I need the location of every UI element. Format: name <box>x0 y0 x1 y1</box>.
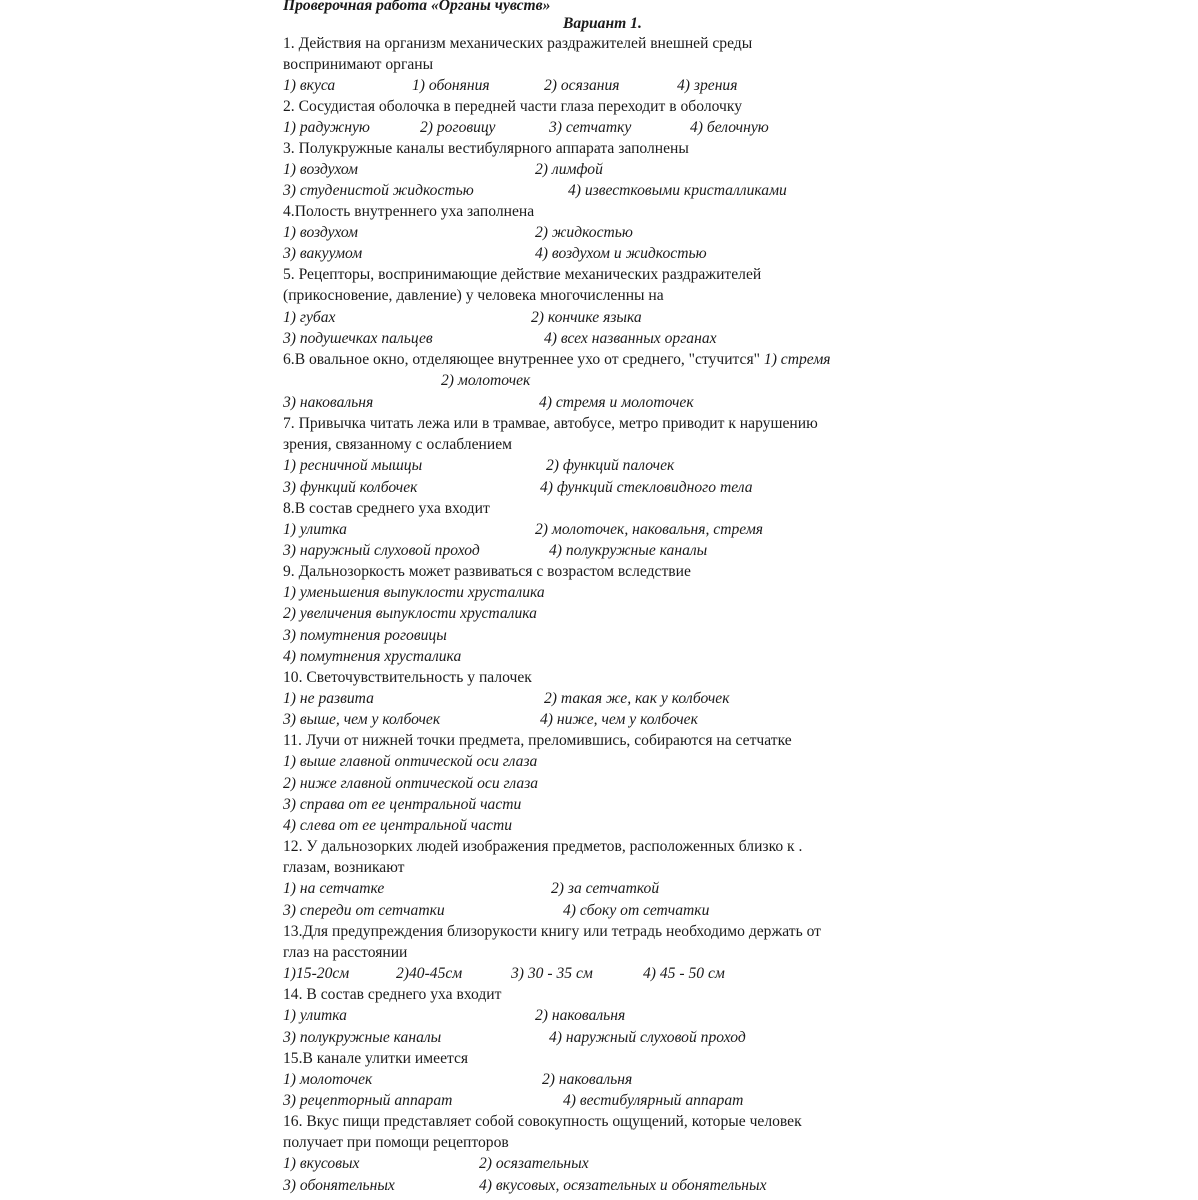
question-14-line-1: 14. В состав среднего уха входит <box>283 986 502 1003</box>
option: 1) воздухом <box>283 224 359 241</box>
question-12-line-2: глазам, возникают <box>283 859 405 876</box>
question-8-line-1: 8.В состав среднего уха входит <box>283 500 490 517</box>
option: 4) ниже, чем у колбочек <box>540 711 698 728</box>
question-9-option-4: 4) помутнения хрусталика <box>283 648 462 665</box>
option: 2) молоточек <box>441 372 531 389</box>
question-11-option-1: 1) выше главной оптической оси глаза <box>283 753 538 770</box>
question-12-line-1: 12. У дальнозорких людей изображения предметов, расположенных близко к . <box>283 838 803 855</box>
option: 3) наковальня <box>283 394 374 411</box>
option: 2) функций палочек <box>546 457 675 474</box>
question-11-option-4: 4) слева от ее центральной части <box>283 817 513 834</box>
question-4-line-1: 4.Полость внутреннего уха заполнена <box>283 203 535 220</box>
option: 2) роговицу <box>420 119 496 136</box>
option: 2)40-45см <box>396 965 463 982</box>
option: 4) 45 - 50 см <box>643 965 725 982</box>
option: 4) вестибулярный аппарат <box>563 1092 744 1109</box>
option: 1) вкусовых <box>283 1155 360 1172</box>
option: 3) рецепторный аппарат <box>283 1092 453 1109</box>
question-5-line-2: (прикосновение, давление) у человека многочисленны на <box>283 287 664 304</box>
question-16-line-2: получает при помощи рецепторов <box>283 1134 509 1151</box>
option: 1) вкуса <box>283 77 336 94</box>
option: 2) наковальня <box>535 1007 626 1024</box>
option: 4) полукружные каналы <box>549 542 708 559</box>
question-9-option-3: 3) помутнения роговицы <box>283 627 447 644</box>
question-6-text: 6.В овальное окно, отделяющее внутреннее ухо от среднего, "стучится" <box>283 351 761 368</box>
option: 4) всех названных органах <box>544 330 717 347</box>
option: 1) губах <box>283 309 336 326</box>
question-15-line-1: 15.В канале улитки имеется <box>283 1050 469 1067</box>
option: 3) вакуумом <box>283 245 363 262</box>
option: 3) сетчатку <box>549 119 632 136</box>
question-11-line-1: 11. Лучи от нижней точки предмета, преломившись, собираются на сетчатке <box>283 732 792 749</box>
question-13-line-1: 13.Для предупреждения близорукости книгу или тетрадь необходимо держать от <box>283 923 821 940</box>
option: 1) стремя <box>763 351 831 368</box>
question-11-option-3: 3) справа от ее центральной части <box>283 796 522 813</box>
option: 2) осязания <box>544 77 620 94</box>
option: 3) 30 - 35 см <box>511 965 593 982</box>
option: 3) полукружные каналы <box>283 1029 442 1046</box>
option: 2) кончике языка <box>531 309 642 326</box>
option: 1) молоточек <box>283 1071 373 1088</box>
option: 3) выше, чем у колбочек <box>283 711 441 728</box>
option: 1) воздухом <box>283 161 359 178</box>
question-9-line-1: 9. Дальнозоркость может развиваться с возрастом вследствие <box>283 563 691 580</box>
question-5-line-1: 5. Рецепторы, воспринимающие действие механических раздражителей <box>283 266 762 283</box>
option: 2) наковальня <box>542 1071 633 1088</box>
option: 3) функций колбочек <box>283 479 418 496</box>
option: 4) белочную <box>690 119 769 136</box>
option: 1) улитка <box>283 1007 347 1024</box>
option: 4) наружный слуховой проход <box>549 1029 746 1046</box>
question-7-line-2: зрения, связанному с ослаблением <box>283 436 512 453</box>
option: 1) радужную <box>283 119 370 136</box>
option: 4) известковыми кристалликами <box>568 182 787 199</box>
option: 4) воздухом и жидкостью <box>535 245 707 262</box>
option: 4) зрения <box>677 77 738 94</box>
option: 2) осязательных <box>479 1155 589 1172</box>
option: 1)15-20см <box>283 965 350 982</box>
option: 4) функций стекловидного тела <box>540 479 753 496</box>
option: 4) сбоку от сетчатки <box>563 902 710 919</box>
option: 1) не развита <box>283 690 374 707</box>
variant-heading: Вариант 1. <box>563 15 642 32</box>
option: 2) такая же, как у колбочек <box>544 690 730 707</box>
question-2-line-1: 2. Сосудистая оболочка в передней части глаза переходит в оболочку <box>283 98 742 115</box>
option: 3) обонятельных <box>283 1177 395 1194</box>
question-10-line-1: 10. Светочувствительность у палочек <box>283 669 532 686</box>
option: 1) обоняния <box>412 77 490 94</box>
option: 2) лимфой <box>535 161 603 178</box>
option: 1) на сетчатке <box>283 880 385 897</box>
option: 1) ресничной мышцы <box>283 457 423 474</box>
question-3-line-1: 3. Полукружные каналы вестибулярного аппарата заполнены <box>283 140 689 157</box>
question-13-line-2: глаз на расстоянии <box>283 944 408 961</box>
option: 2) молоточек, наковальня, стремя <box>535 521 764 538</box>
option: 4) стремя и молоточек <box>539 394 694 411</box>
question-7-line-1: 7. Привычка читать лежа или в трамвае, автобусе, метро приводит к нарушению <box>283 415 818 432</box>
option: 2) жидкостью <box>535 224 633 241</box>
worksheet-title: Проверочная работа «Органы чувств» <box>283 0 551 14</box>
question-1-line-1: 1. Действия на организм механических раздражителей внешней среды <box>283 35 753 52</box>
question-11-option-2: 2) ниже главной оптической оси глаза <box>283 775 539 792</box>
option: 3) студенистой жидкостью <box>283 182 474 199</box>
question-6-line-1 <box>283 349 831 370</box>
option: 3) подушечках пальцев <box>283 330 433 347</box>
option: 1) улитка <box>283 521 347 538</box>
question-9-option-2: 2) увеличения выпуклости хрусталика <box>283 605 537 622</box>
option: 3) наружный слуховой проход <box>283 542 480 559</box>
option: 4) вкусовых, осязательных и обонятельных <box>479 1177 767 1194</box>
option: 2) за сетчаткой <box>551 880 660 897</box>
question-16-line-1: 16. Вкус пищи представляет собой совокупность ощущений, которые человек <box>283 1113 802 1130</box>
option: 3) спереди от сетчатки <box>283 902 445 919</box>
question-9-option-1: 1) уменьшения выпуклости хрусталика <box>283 584 545 601</box>
question-1-line-2: воспринимают органы <box>283 56 434 73</box>
